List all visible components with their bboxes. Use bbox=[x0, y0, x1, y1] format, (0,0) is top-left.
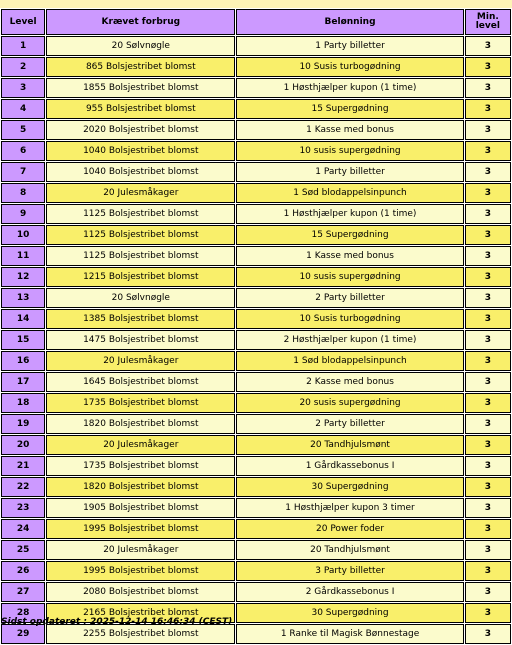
cell-required: 865 Bolsjestribet blomst bbox=[46, 57, 235, 77]
cell-min-level: 3 bbox=[465, 162, 511, 182]
cell-reward: 1 Sød blodappelsinpunch bbox=[236, 351, 463, 371]
cell-level: 14 bbox=[1, 309, 45, 329]
cell-reward: 2 Party billetter bbox=[236, 414, 463, 434]
cell-min-level: 3 bbox=[465, 519, 511, 539]
table-row bbox=[1, 309, 511, 329]
cell-required: 1040 Bolsjestribet blomst bbox=[46, 141, 235, 161]
cell-required: 20 Julesmåkager bbox=[46, 183, 235, 203]
cell-min-level: 3 bbox=[465, 204, 511, 224]
cell-min-level: 3 bbox=[465, 288, 511, 308]
cell-reward: 10 susis supergødning bbox=[236, 141, 463, 161]
cell-level: 22 bbox=[1, 477, 45, 497]
cell-required: 1820 Bolsjestribet blomst bbox=[46, 414, 235, 434]
cell-reward: 2 Gårdkassebonus I bbox=[236, 582, 463, 602]
cell-required: 20 Julesmåkager bbox=[46, 435, 235, 455]
cell-reward: 20 Tandhjulsmønt bbox=[236, 540, 463, 560]
table-row bbox=[1, 288, 511, 308]
cell-level: 11 bbox=[1, 246, 45, 266]
cell-level: 17 bbox=[1, 372, 45, 392]
cell-min-level: 3 bbox=[465, 309, 511, 329]
table-row bbox=[1, 99, 511, 119]
cell-level: 26 bbox=[1, 561, 45, 581]
cell-min-level: 3 bbox=[465, 603, 511, 623]
table-row bbox=[1, 36, 511, 56]
cell-min-level: 3 bbox=[465, 267, 511, 287]
table-row bbox=[1, 351, 511, 371]
cell-required: 1995 Bolsjestribet blomst bbox=[46, 519, 235, 539]
header-min-level-line1: Min. bbox=[476, 12, 499, 22]
cell-min-level: 3 bbox=[465, 582, 511, 602]
cell-min-level: 3 bbox=[465, 330, 511, 350]
cell-level: 1 bbox=[1, 36, 45, 56]
table-row bbox=[1, 183, 511, 203]
cell-level: 18 bbox=[1, 393, 45, 413]
cell-level: 20 bbox=[1, 435, 45, 455]
cell-min-level: 3 bbox=[465, 624, 511, 644]
header-min-level-line2: level bbox=[475, 21, 500, 31]
table-row bbox=[1, 624, 511, 644]
cell-level: 12 bbox=[1, 267, 45, 287]
cell-level: 25 bbox=[1, 540, 45, 560]
cell-reward: 30 Supergødning bbox=[236, 477, 463, 497]
cell-min-level: 3 bbox=[465, 57, 511, 77]
cell-level: 21 bbox=[1, 456, 45, 476]
table-row bbox=[1, 414, 511, 434]
table-row bbox=[1, 477, 511, 497]
rewards-table bbox=[0, 8, 512, 645]
cell-min-level: 3 bbox=[465, 78, 511, 98]
cell-min-level: 3 bbox=[465, 540, 511, 560]
cell-min-level: 3 bbox=[465, 246, 511, 266]
cell-min-level: 3 bbox=[465, 141, 511, 161]
table-row bbox=[1, 519, 511, 539]
cell-required: 1040 Bolsjestribet blomst bbox=[46, 162, 235, 182]
cell-min-level: 3 bbox=[465, 498, 511, 518]
cell-required: 2080 Bolsjestribet blomst bbox=[46, 582, 235, 602]
cell-required: 1125 Bolsjestribet blomst bbox=[46, 204, 235, 224]
cell-min-level: 3 bbox=[465, 393, 511, 413]
rewards-table-container bbox=[0, 8, 512, 645]
cell-required: 1735 Bolsjestribet blomst bbox=[46, 393, 235, 413]
cell-reward: 2 Party billetter bbox=[236, 288, 463, 308]
table-row bbox=[1, 561, 511, 581]
cell-reward: 15 Supergødning bbox=[236, 225, 463, 245]
cell-level: 15 bbox=[1, 330, 45, 350]
cell-min-level: 3 bbox=[465, 225, 511, 245]
cell-level: 8 bbox=[1, 183, 45, 203]
cell-required: 1855 Bolsjestribet blomst bbox=[46, 78, 235, 98]
cell-level: 7 bbox=[1, 162, 45, 182]
cell-min-level: 3 bbox=[465, 435, 511, 455]
cell-level: 2 bbox=[1, 57, 45, 77]
cell-reward: 1 Høsthjælper kupon (1 time) bbox=[236, 204, 463, 224]
cell-reward: 10 Susis turbogødning bbox=[236, 57, 463, 77]
cell-required: 2255 Bolsjestribet blomst bbox=[46, 624, 235, 644]
cell-min-level: 3 bbox=[465, 183, 511, 203]
cell-reward: 1 Høsthjælper kupon (1 time) bbox=[236, 78, 463, 98]
cell-required: 2165 Bolsjestribet blomst bbox=[46, 603, 235, 623]
cell-reward: 20 susis supergødning bbox=[236, 393, 463, 413]
cell-min-level: 3 bbox=[465, 477, 511, 497]
cell-level: 23 bbox=[1, 498, 45, 518]
cell-level: 3 bbox=[1, 78, 45, 98]
cell-required: 1905 Bolsjestribet blomst bbox=[46, 498, 235, 518]
cell-reward: 2 Høsthjælper kupon (1 time) bbox=[236, 330, 463, 350]
cell-required: 20 Sølvnøgle bbox=[46, 36, 235, 56]
cell-reward: 1 Kasse med bonus bbox=[236, 120, 463, 140]
table-row bbox=[1, 204, 511, 224]
cell-reward: 30 Supergødning bbox=[236, 603, 463, 623]
cell-reward: 15 Supergødning bbox=[236, 99, 463, 119]
cell-required: 1215 Bolsjestribet blomst bbox=[46, 267, 235, 287]
cell-required: 1385 Bolsjestribet blomst bbox=[46, 309, 235, 329]
cell-reward: 20 Power foder bbox=[236, 519, 463, 539]
table-row bbox=[1, 540, 511, 560]
cell-reward: 10 Susis turbogødning bbox=[236, 309, 463, 329]
cell-min-level: 3 bbox=[465, 36, 511, 56]
table-row bbox=[1, 120, 511, 140]
table-row bbox=[1, 435, 511, 455]
cell-required: 20 Julesmåkager bbox=[46, 351, 235, 371]
cell-required: 1125 Bolsjestribet blomst bbox=[46, 225, 235, 245]
cell-level: 6 bbox=[1, 141, 45, 161]
cell-level: 4 bbox=[1, 99, 45, 119]
cell-min-level: 3 bbox=[465, 561, 511, 581]
cell-required: 1995 Bolsjestribet blomst bbox=[46, 561, 235, 581]
cell-required: 1820 Bolsjestribet blomst bbox=[46, 477, 235, 497]
cell-required: 955 Bolsjestribet blomst bbox=[46, 99, 235, 119]
cell-min-level: 3 bbox=[465, 351, 511, 371]
cell-level: 13 bbox=[1, 288, 45, 308]
cell-level: 9 bbox=[1, 204, 45, 224]
cell-required: 2020 Bolsjestribet blomst bbox=[46, 120, 235, 140]
cell-reward: 1 Kasse med bonus bbox=[236, 246, 463, 266]
header-required: Krævet forbrug bbox=[46, 9, 235, 35]
table-row bbox=[1, 267, 511, 287]
cell-min-level: 3 bbox=[465, 372, 511, 392]
cell-reward: 20 Tandhjulsmønt bbox=[236, 435, 463, 455]
cell-reward: 10 susis supergødning bbox=[236, 267, 463, 287]
cell-level: 29 bbox=[1, 624, 45, 644]
cell-reward: 1 Ranke til Magisk Bønnestage bbox=[236, 624, 463, 644]
cell-required: 20 Julesmåkager bbox=[46, 540, 235, 560]
cell-required: 20 Sølvnøgle bbox=[46, 288, 235, 308]
table-row bbox=[1, 141, 511, 161]
cell-reward: 1 Party billetter bbox=[236, 162, 463, 182]
cell-reward: 1 Høsthjælper kupon 3 timer bbox=[236, 498, 463, 518]
cell-min-level: 3 bbox=[465, 414, 511, 434]
table-header-row bbox=[1, 9, 511, 35]
table-row bbox=[1, 246, 511, 266]
table-row bbox=[1, 225, 511, 245]
cell-required: 1735 Bolsjestribet blomst bbox=[46, 456, 235, 476]
cell-level: 24 bbox=[1, 519, 45, 539]
table-body bbox=[1, 36, 511, 644]
cell-level: 5 bbox=[1, 120, 45, 140]
table-row bbox=[1, 78, 511, 98]
header-level: Level bbox=[1, 9, 45, 35]
cell-reward: 2 Kasse med bonus bbox=[236, 372, 463, 392]
cell-level: 19 bbox=[1, 414, 45, 434]
cell-reward: 1 Sød blodappelsinpunch bbox=[236, 183, 463, 203]
last-updated-text: Sidst opdateret : 2025-12-14 16:46:34 (CEST) bbox=[1, 617, 233, 627]
cell-reward: 1 Gårdkassebonus I bbox=[236, 456, 463, 476]
table-row bbox=[1, 162, 511, 182]
cell-reward: 3 Party billetter bbox=[236, 561, 463, 581]
table-row bbox=[1, 582, 511, 602]
header-reward: Belønning bbox=[236, 9, 463, 35]
cell-required: 1645 Bolsjestribet blomst bbox=[46, 372, 235, 392]
table-row bbox=[1, 456, 511, 476]
cell-level: 10 bbox=[1, 225, 45, 245]
cell-required: 1125 Bolsjestribet blomst bbox=[46, 246, 235, 266]
cell-reward: 1 Party billetter bbox=[236, 36, 463, 56]
cell-min-level: 3 bbox=[465, 99, 511, 119]
table-row bbox=[1, 393, 511, 413]
table-row bbox=[1, 57, 511, 77]
table-row bbox=[1, 372, 511, 392]
cell-required: 1475 Bolsjestribet blomst bbox=[46, 330, 235, 350]
header-min-level bbox=[465, 9, 511, 35]
table-row bbox=[1, 330, 511, 350]
cell-level: 28 bbox=[1, 603, 45, 623]
cell-min-level: 3 bbox=[465, 120, 511, 140]
cell-min-level: 3 bbox=[465, 456, 511, 476]
table-row bbox=[1, 498, 511, 518]
cell-level: 16 bbox=[1, 351, 45, 371]
cell-level: 27 bbox=[1, 582, 45, 602]
